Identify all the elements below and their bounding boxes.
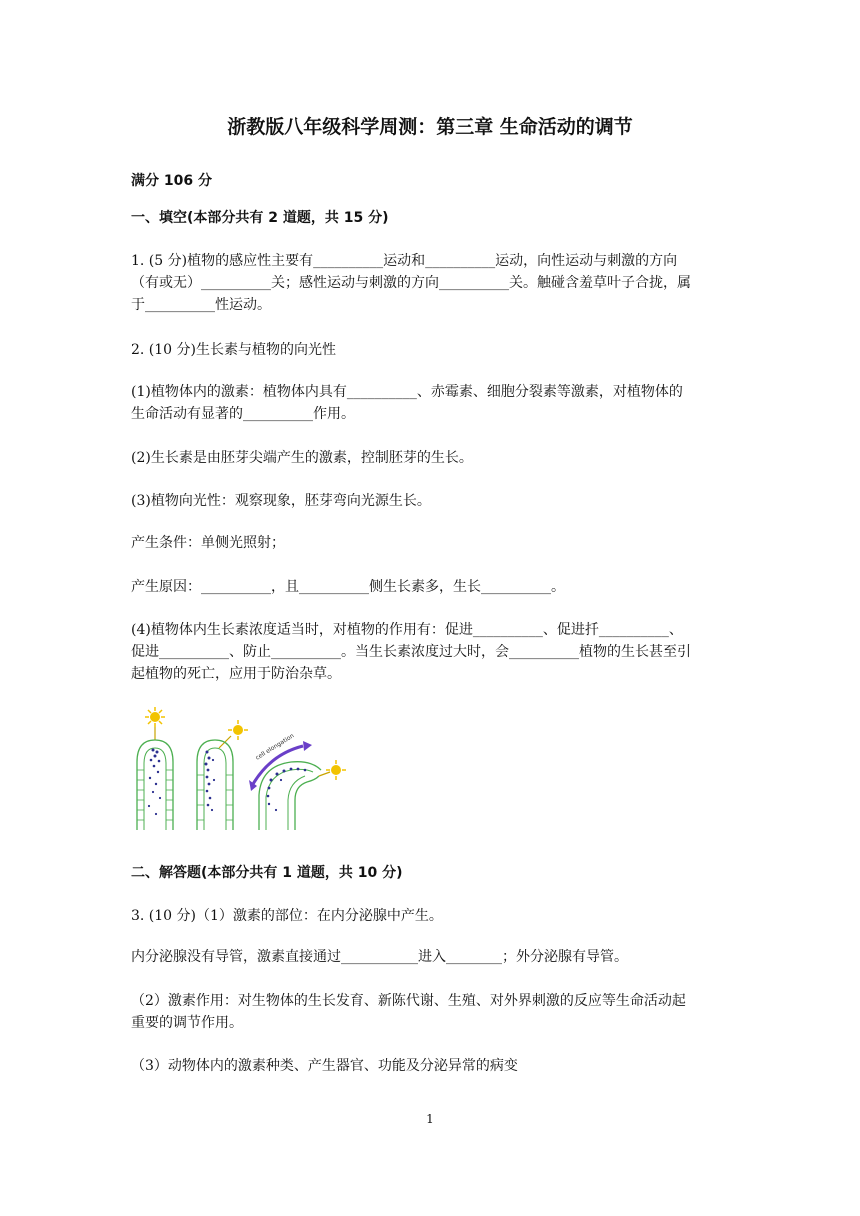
- section2-heading: 二、解答题(本部分共有 1 道题，共 10 分): [131, 865, 403, 881]
- q2-part2: (2)生长素是由胚芽尖端产生的激素，控制胚芽的生长。: [131, 450, 473, 466]
- q1-line2: （有或无）__________关；感性运动与刺激的方向__________关。触碰含羞草叶子合拢，属: [131, 275, 691, 291]
- q1-line1: 1. (5 分)植物的感应性主要有__________运动和__________运动，向性运动与刺激的方向: [131, 253, 678, 269]
- q3-part3: （3）动物体内的激素种类、产生器官、功能及分泌异常的病变: [131, 1058, 518, 1074]
- q2-condition: 产生条件：单侧光照射；: [131, 535, 285, 551]
- q3-part2-line2: 重要的调节作用。: [131, 1015, 243, 1031]
- q3-line2: 内分泌腺没有导管，激素直接通过___________进入________；外分泌腺有导管。: [131, 949, 628, 965]
- q3-stem: 3. (10 分)（1）激素的部位：在内分泌腺中产生。: [131, 908, 443, 924]
- phototropism-figure: [131, 700, 361, 835]
- q2-part1-line2: 生命活动有显著的__________作用。: [131, 406, 355, 422]
- full-score: 满分 106 分: [131, 173, 212, 189]
- q2-part4-line2: 促进__________、防止__________。当生长素浓度过大时，会__________植物的生长甚至引: [131, 644, 691, 660]
- page-number: 1: [426, 1112, 434, 1126]
- coleoptile-straight: [137, 740, 173, 830]
- q3-part2-line1: （2）激素作用：对生物体的生长发育、新陈代谢、生殖、对外界刺激的反应等生命活动起: [131, 993, 686, 1009]
- sun-icon: [145, 707, 165, 740]
- q2-stem: 2. (10 分)生长素与植物的向光性: [131, 342, 336, 358]
- document-title: 浙教版八年级科学周测：第三章 生命活动的调节: [227, 116, 633, 138]
- cell-elongation-label: cell elongation: [254, 732, 296, 762]
- q2-part1-line1: (1)植物体内的激素：植物体内具有__________、赤霉素、细胞分裂素等激素，对植物体的: [131, 384, 683, 400]
- q1-line3: 于__________性运动。: [131, 297, 271, 313]
- q2-part4-line1: (4)植物体内生长素浓度适当时，对植物的作用有：促进__________、促进扦__________、: [131, 622, 683, 638]
- section1-heading: 一、填空(本部分共有 2 道题，共 15 分): [131, 210, 389, 226]
- sun-icon: [319, 760, 346, 780]
- coleoptile-bending: [197, 740, 233, 830]
- coleoptile-bent: [259, 762, 321, 830]
- q2-reason: 产生原因：__________，且__________侧生长素多，生长__________。: [131, 579, 565, 595]
- q2-part3: (3)植物向光性：观察现象，胚芽弯向光源生长。: [131, 493, 431, 509]
- q2-part4-line3: 起植物的死亡，应用于防治杂草。: [131, 666, 341, 682]
- sun-icon: [219, 720, 248, 748]
